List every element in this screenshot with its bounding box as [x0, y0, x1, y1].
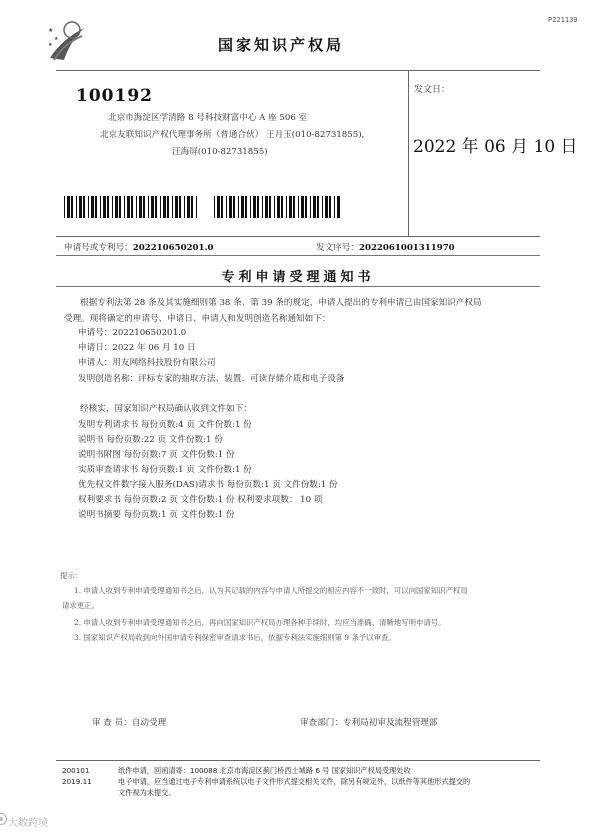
barcode-bar	[64, 196, 65, 218]
review-department: 审查部门：专利局初审及流程管理部	[300, 718, 438, 728]
barcode-bar	[334, 196, 335, 218]
barcode-bar	[257, 196, 259, 218]
note-item: 3. 国家知识产权局收到向外国申请专利保密审查请求书后，依据专利法实施细则第 9 条予以审查。	[74, 633, 396, 642]
footer-code: 200101	[62, 766, 90, 775]
barcode-bar	[313, 196, 316, 218]
application-info-line: 申请人：用友网络科技股份有限公司	[78, 358, 216, 368]
barcode-bar	[286, 196, 287, 218]
barcode-bar	[76, 196, 77, 218]
barcode-bar	[95, 196, 97, 218]
application-info-line: 申请号：202210650201.0	[78, 328, 187, 338]
received-file-item: 说明书摘要 每份页数:1 页 文件份数:1 份	[78, 510, 235, 520]
barcode-bar	[83, 196, 85, 218]
send-number-label: 发文序号：	[316, 243, 359, 253]
barcode-bar	[217, 196, 220, 218]
notes-heading: 提示：	[60, 571, 83, 580]
barcode-bar	[107, 196, 109, 218]
form-code: P221139	[548, 16, 578, 24]
recipient-address: 北京市海淀区学清路 8 号科技财富中心 A 座 506 室	[108, 113, 308, 123]
barcode-bar	[139, 196, 142, 218]
intro-paragraph: 受理。现将确定的申请号、申请日、申请人和发明创造名称通知如下：	[64, 314, 331, 324]
send-number: 2022061001311970	[358, 243, 455, 253]
barcode-bar	[329, 196, 331, 218]
barcode-bar	[103, 196, 106, 218]
barcode-bar	[115, 196, 118, 218]
office-name: 国家知识产权局	[218, 36, 345, 54]
barcode-bar	[293, 196, 295, 218]
barcode-bar	[233, 196, 235, 218]
barcode-bar	[305, 196, 307, 218]
barcode-bar	[325, 196, 328, 218]
note-item: 2. 申请人收到专利申请受理通知书之后，再向国家知识产权局办理各种手续时，均应当准确、清晰地写明申请号。	[74, 618, 446, 627]
barcode-bar	[281, 196, 283, 218]
barcode-bar	[148, 196, 149, 218]
footer-text: 纸件申请，回函请寄：100088 北京市海淀区蓟门桥西土城路 6 号 国家知识产权局受理处收	[118, 766, 411, 775]
barcode-bar	[167, 196, 169, 218]
barcode-bar	[317, 196, 319, 218]
barcode-bar	[322, 196, 323, 218]
barcode-bar	[184, 196, 185, 218]
barcode-bar	[160, 196, 161, 218]
barcode-bar	[119, 196, 121, 218]
received-files-intro: 经核实，国家知识产权局确认收到文件如下：	[80, 404, 252, 414]
note-item: 请求更正。	[62, 601, 99, 610]
application-info-line: 发明创造名称：评标专家的抽取方法、装置、可读存储介质和电子设备	[78, 374, 345, 384]
application-number-row	[64, 241, 214, 253]
barcode-bar	[136, 196, 137, 218]
barcode-bar	[191, 196, 193, 218]
barcode-bar	[71, 196, 73, 218]
received-file-item: 发明专利请求书 每份页数:4 页 文件份数:1 份	[78, 420, 252, 430]
application-info-line: 申请日：2022 年 06 月 10 日	[78, 343, 196, 353]
intro-paragraph: 根据专利法第 28 条及其实施细则第 38 条、第 39 条的规定，申请人提出的专利申请已由国家知识产权局	[80, 298, 482, 308]
barcode-bar	[241, 196, 244, 218]
barcode-bar	[155, 196, 157, 218]
issue-date-label: 发文日：	[414, 85, 451, 95]
footer-text: 电子申请，应当通过电子专利申请系统以电子文件形式提交相关文件，除另有规定外，以纸件等其他形式提交的	[118, 777, 471, 786]
barcode-bar	[289, 196, 292, 218]
barcode-bar	[229, 196, 232, 218]
divider	[56, 70, 540, 71]
barcode-bar	[100, 196, 101, 218]
watermark-logo-icon	[0, 812, 8, 826]
barcode-bar	[67, 196, 70, 218]
barcode-bar	[277, 196, 280, 218]
barcode-bar	[310, 196, 311, 218]
received-file-item: 说明书 每份页数:22 页 文件份数:1 份	[78, 435, 223, 445]
barcode-bar	[221, 196, 223, 218]
received-file-item: 优先权文件数字接入服务(DAS)请求书 每份页数:1 页 文件份数:1 份	[78, 480, 338, 490]
barcode-bar	[131, 196, 133, 218]
barcode-bar	[265, 196, 268, 218]
barcode-bar	[269, 196, 271, 218]
received-file-item: 说明书附图 每份页数:7 页 文件份数:1 份	[78, 450, 235, 460]
svg-text:★: ★	[48, 27, 54, 34]
document-title: 专利申请受理通知书	[221, 270, 375, 285]
barcode-bar	[179, 196, 181, 218]
divider	[56, 286, 540, 287]
barcode-bar	[274, 196, 275, 218]
barcode-bar	[79, 196, 82, 218]
divider	[56, 760, 540, 761]
postal-code: 100192	[76, 86, 153, 106]
barcode-bar	[175, 196, 178, 218]
divider	[56, 255, 540, 256]
examiner: 审 查 员：自动受理	[92, 718, 167, 728]
application-number: 202210650201.0	[132, 243, 214, 253]
barcode-bar	[226, 196, 227, 218]
barcode-bar	[250, 196, 251, 218]
send-number-row	[316, 241, 455, 253]
barcode	[64, 196, 198, 218]
barcode-bar	[127, 196, 130, 218]
recipient-agent: 汪海屏(010-82731855)	[172, 147, 268, 157]
barcode-bar	[262, 196, 263, 218]
application-number-label: 申请号或专利号：	[64, 243, 133, 253]
barcode-bar	[124, 196, 125, 218]
barcode-bar	[301, 196, 304, 218]
barcode-bar	[151, 196, 154, 218]
divider	[408, 70, 409, 236]
barcode-bar	[91, 196, 94, 218]
barcode-bar	[253, 196, 256, 218]
footer-code: 2019.11	[62, 777, 92, 786]
barcode-bar	[245, 196, 247, 218]
recipient-agency: 北京友联知识产权代理事务所（普通合伙） 王月玉(010-82731855),	[100, 130, 365, 140]
barcode-bar	[172, 196, 173, 218]
divider	[56, 236, 540, 237]
barcode-bar	[163, 196, 166, 218]
barcode-bar	[337, 196, 340, 218]
barcode-bar	[298, 196, 299, 218]
barcode-bar	[112, 196, 113, 218]
footer-text: 文件视为未提交。	[118, 788, 176, 797]
received-file-item: 权利要求书 每份页数:2 页 文件份数:1 份 权利要求项数： 10 项	[78, 495, 323, 505]
issue-date: 2022 年 06 月 10 日	[413, 137, 578, 157]
svg-text:★: ★	[48, 42, 53, 48]
barcode-bar	[187, 196, 190, 218]
barcode-bar	[143, 196, 145, 218]
barcode-bar	[88, 196, 89, 218]
barcode-bar	[214, 196, 215, 218]
received-file-item: 实质审查请求书 每份页数:1 页 文件份数:1 份	[78, 465, 252, 475]
barcode-bar	[238, 196, 239, 218]
svg-text:★: ★	[54, 36, 59, 42]
watermark: 大数跨境	[8, 818, 48, 829]
note-item: 1. 申请人收到专利申请受理通知书之后，认为其记载的内容与申请人所提交的相应内容不一致时，可以向国家知识产权局	[74, 586, 468, 595]
barcode-bar	[196, 196, 197, 218]
barcode	[214, 196, 340, 218]
cnipa-emblem-icon	[44, 18, 90, 64]
